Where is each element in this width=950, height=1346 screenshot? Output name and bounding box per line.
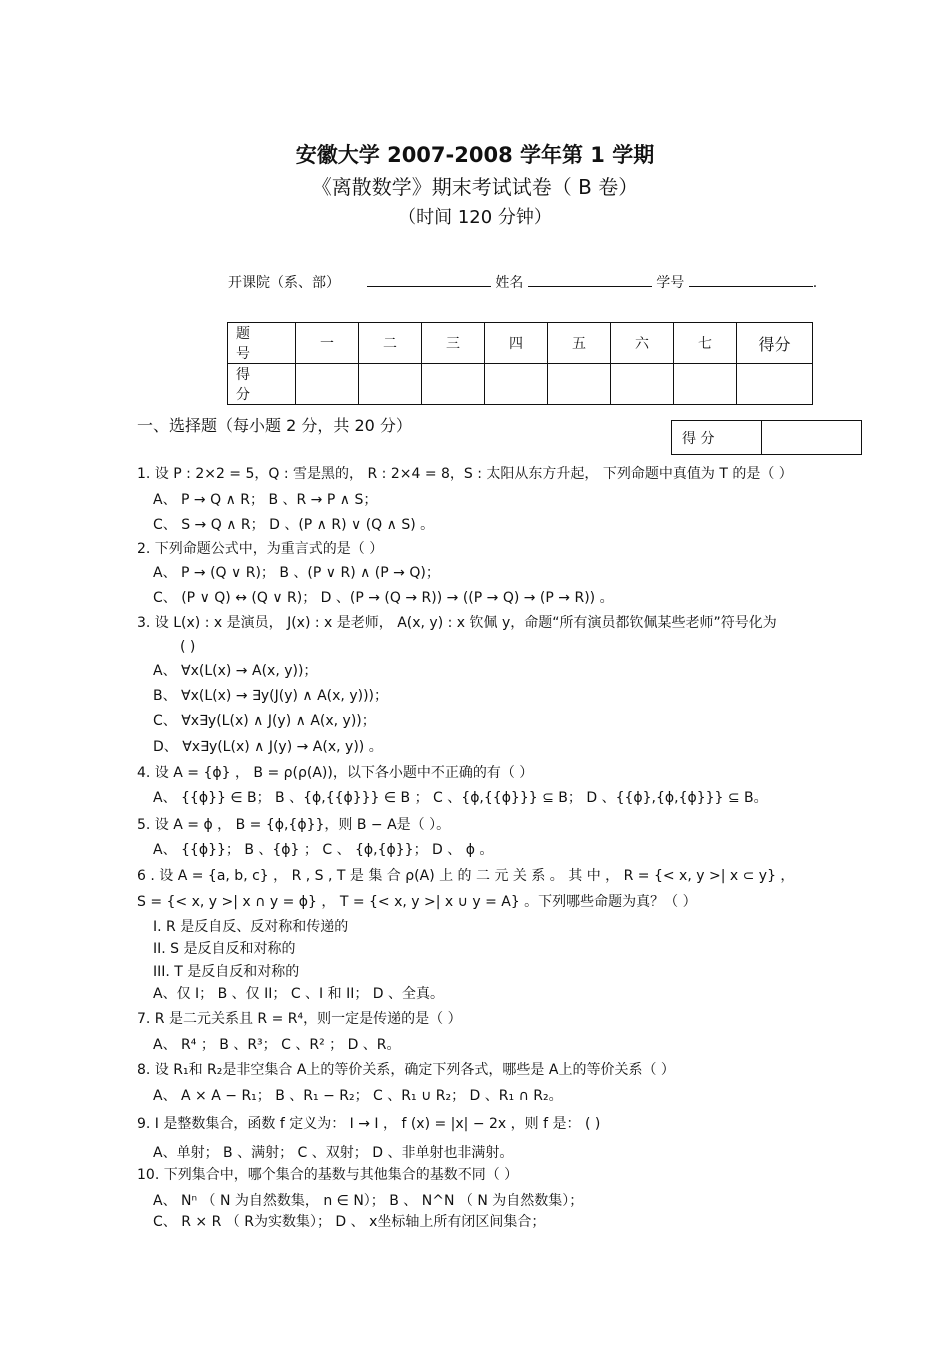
q9-stem: 9. I 是整数集合，函数 f 定义为： I → I ， f (x) = |x| − 2x ，则 f 是： ( ) xyxy=(137,1116,601,1132)
info-row xyxy=(228,271,817,292)
q3-stem: 3. 设 L(x) : x 是演员， J(x) : x 是老师， A(x, y) : x 钦佩 y，命题“所有演员都钦佩某些老师”符号化为 xyxy=(137,615,777,631)
college-field[interactable] xyxy=(367,271,491,287)
q2-stem: 2. 下列命题公式中，为重言式的是（ ） xyxy=(137,541,384,557)
score-header-q7: 七 xyxy=(674,323,737,364)
score-cell[interactable] xyxy=(674,364,737,405)
q6-statement-3: III. T 是反自反和对称的 xyxy=(153,964,300,980)
q5-options: A、 {{ϕ}}； B 、{ϕ} ； C 、 {ϕ,{ϕ}}； D 、 ϕ 。 xyxy=(153,842,494,858)
q9-options: A、单射； B 、满射； C 、双射； D 、非单射也非满射。 xyxy=(153,1145,514,1161)
q8-options: A、 A × A − R₁； B 、R₁ − R₂； C 、R₁ ∪ R₂； D 、R₁ ∩ R₂。 xyxy=(153,1088,563,1104)
q3-option-c: C、 ∀x∃y(L(x) ∧ J(y) ∧ A(x, y))； xyxy=(153,713,376,729)
score-cell[interactable] xyxy=(611,364,674,405)
score-table xyxy=(227,322,813,405)
q7-options: A、 R⁴ ； B 、R³； C 、R² ； D 、R。 xyxy=(153,1037,401,1053)
score-cell[interactable] xyxy=(296,364,359,405)
q4-stem: 4. 设 A = {ϕ} ， B = ρ(ρ(A))，以下各小题中不正确的有（ ） xyxy=(137,765,534,781)
q6-options: A、仅 I； B 、仅 II； C 、I 和 II； D 、全真。 xyxy=(153,986,445,1002)
score-cell[interactable] xyxy=(737,364,813,405)
q10-option-cd: C、 R × R （ R为实数集）； D 、 x坐标轴上所有闭区间集合； xyxy=(153,1214,546,1230)
section-score-label: 得 分 xyxy=(672,421,762,455)
q1-option-cd: C、 S → Q ∧ R； D 、(P ∧ R) ∨ (Q ∧ S) 。 xyxy=(153,517,435,533)
score-cell[interactable] xyxy=(548,364,611,405)
section-score-cell[interactable] xyxy=(762,421,862,455)
q3-option-a: A、 ∀x(L(x) → A(x, y))； xyxy=(153,663,318,679)
q10-stem: 10. 下列集合中，哪个集合的基数与其他集合的基数不同（ ） xyxy=(137,1167,519,1183)
score-cell[interactable] xyxy=(422,364,485,405)
score-header-q4: 四 xyxy=(485,323,548,364)
section-title: 一、选择题（每小题 2 分，共 20 分） xyxy=(137,416,412,435)
q1-option-ab: A、 P → Q ∧ R； B 、R → P ∧ S； xyxy=(153,492,378,508)
score-cell[interactable] xyxy=(485,364,548,405)
q6-stem-cont: S = {< x, y >| x ∩ y = ϕ} ， T = {< x, y >| x ∪ y = A} 。下列哪些命题为真？（ ） xyxy=(137,894,697,910)
q6-statement-1: I. R 是反自反、反对称和传递的 xyxy=(153,919,349,935)
q3-option-b: B、 ∀x(L(x) → ∃y(J(y) ∧ A(x, y)))； xyxy=(153,688,388,704)
q3-stem-cont: ( ) xyxy=(180,639,196,655)
exam-title: 安徽大学 2007-2008 学年第 1 学期 xyxy=(295,143,655,167)
exam-subtitle: 《离散数学》期末考试试卷（ B 卷） xyxy=(311,175,639,199)
score-row-label: 得 分 xyxy=(228,364,296,405)
score-header-q5: 五 xyxy=(548,323,611,364)
college-label: 开课院（系、部） xyxy=(228,275,340,291)
info-end: . xyxy=(812,275,818,291)
q2-option-cd: C、 (P ∨ Q) ↔ (Q ∨ R)； D 、(P → (Q → R)) → ((P → Q) → (P → R)) 。 xyxy=(153,590,614,606)
score-header-total: 得分 xyxy=(737,323,813,364)
score-header-q2: 二 xyxy=(359,323,422,364)
q7-stem: 7. R 是二元关系且 R = R⁴，则一定是传递的是（ ） xyxy=(137,1011,462,1027)
q2-option-ab: A、 P → (Q ∨ R)； B 、(P ∨ R) ∧ (P → Q)； xyxy=(153,565,440,581)
score-header-q6: 六 xyxy=(611,323,674,364)
q1-stem: 1. 设 P : 2×2 = 5，Q : 雪是黑的， R : 2×4 = 8，S : 太阳从东方升起， 下列命题中真值为 T 的是（ ） xyxy=(137,466,793,482)
exam-duration: （时间 120 分钟） xyxy=(398,207,552,228)
q10-option-ab: A、 Nⁿ （ N 为自然数集， n ∈ N）； B 、 N^N （ N 为自然数集）； xyxy=(153,1193,584,1209)
id-label: 学号 xyxy=(656,275,685,291)
score-cell[interactable] xyxy=(359,364,422,405)
score-header-q1: 一 xyxy=(296,323,359,364)
section-score-box xyxy=(671,420,862,455)
q5-stem: 5. 设 A = ϕ ， B = {ϕ,{ϕ}}，则 B − A是（ ）。 xyxy=(137,817,451,833)
name-label: 姓名 xyxy=(495,275,524,291)
q3-option-d: D、 ∀x∃y(L(x) ∧ J(y) → A(x, y)) 。 xyxy=(153,739,383,755)
q6-stem: 6 . 设 A = {a, b, c} ， R , S , T 是 集 合 ρ(A) 上 的 二 元 关 系 。 其 中 ， R = {< x, y >| x ⊂ y} ， xyxy=(137,868,795,884)
q6-statement-2: II. S 是反自反和对称的 xyxy=(153,941,296,957)
q8-stem: 8. 设 R₁和 R₂是非空集合 A上的等价关系，确定下列各式，哪些是 A上的等价关系（ ） xyxy=(137,1062,675,1078)
name-field[interactable] xyxy=(528,271,652,287)
score-header-label: 题 号 xyxy=(228,323,296,364)
id-field[interactable] xyxy=(689,271,813,287)
score-header-q3: 三 xyxy=(422,323,485,364)
q4-options: A、 {{ϕ}} ∈ B； B 、{ϕ,{{ϕ}}} ∈ B ； C 、{ϕ,{{ϕ}}} ⊆ B； D 、{{ϕ},{ϕ,{ϕ}}} ⊆ B。 xyxy=(153,790,768,806)
